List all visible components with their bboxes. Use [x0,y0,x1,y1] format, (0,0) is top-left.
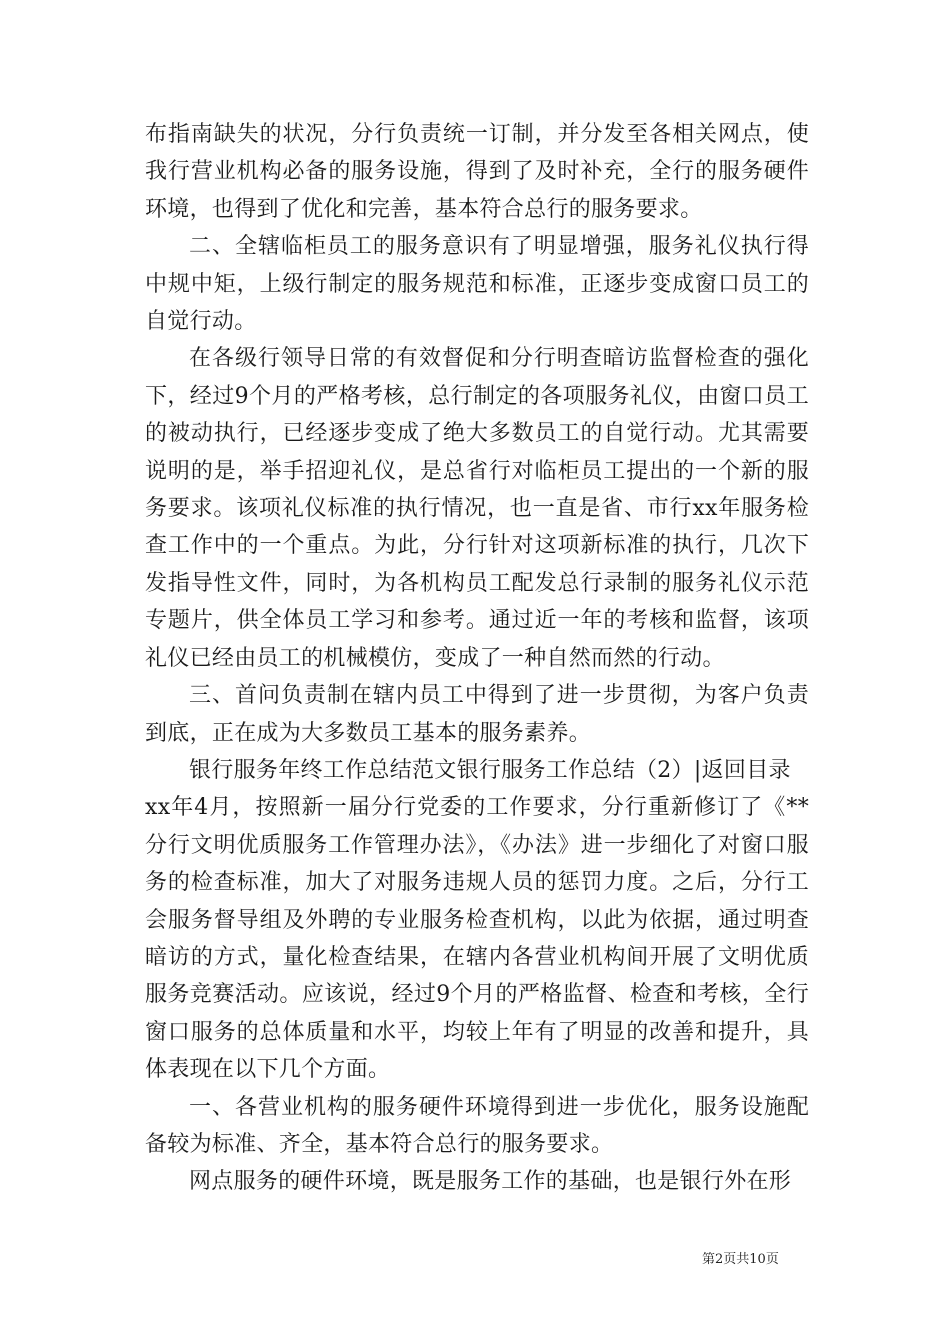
section-heading-link: 银行服务年终工作总结范文银行服务工作总结（2）|返回目录 [189,757,791,783]
document-body [145,116,809,1201]
paragraph: 布指南缺失的状况，分行负责统一订制，并分发至各相关网点，使我行营业机构必备的服务设施，得到了及时补充，全行的服务硬件环境，也得到了优化和完善，基本符合总行的服务要求。 [145,122,809,222]
paragraph: 二、全辖临柜员工的服务意识有了明显增强，服务礼仪执行得中规中矩，上级行制定的服务规范和标准，正逐步变成窗口员工的自觉行动。 [145,234,809,335]
paragraph: xx年4月，按照新一届分行党委的工作要求，分行重新修订了《**分行文明优质服务工作管理办法》，《办法》进一步细化了对窗口服务的检查标准，加大了对服务违规人员的惩罚力度。之后，分行工会服务督导组及外聘的专业服务检查机构，以此为依据，通过明查暗访的方式，量化检查结果，在辖内各营业机构间开展了文明优质服务竞赛活动。应该说，经过9个月的严格监督、检查和考核，全行窗口服务的总体质量和水平，均较上年有了明显的改善和提升，具体表现在以下几个方面。 [145,795,809,1083]
paragraph: 三、首问负责制在辖内员工中得到了进一步贯彻，为客户负责到底，正在成为大多数员工基本的服务素养。 [145,683,809,746]
paragraph: 网点服务的硬件环境，既是服务工作的基础，也是银行外在形 [189,1169,792,1195]
paragraph: 一、各营业机构的服务硬件环境得到进一步优化，服务设施配备较为标准、齐全，基本符合总行的服务要求。 [145,1094,809,1157]
page-number-footer: 第2页共10页 [702,1252,779,1267]
paragraph: 在各级行领导日常的有效督促和分行明查暗访监督检查的强化下，经过9个月的严格考核，总行制定的各项服务礼仪，由窗口员工的被动执行，已经逐步变成了绝大多数员工的自觉行动。尤其需要说明的是，举手招迎礼仪，是总省行对临柜员工提出的一个新的服务要求。该项礼仪标准的执行情况，也一直是省、市行xx年服务检查工作中的一个重点。为此，分行针对这项新标准的执行，几次下发指导性文件，同时，为各机构员工配发总行录制的服务礼仪示范专题片，供全体员工学习和参考。通过近一年的考核和监督，该项礼仪已经由员工的机械模仿，变成了一种自然而然的行动。 [145,346,809,671]
